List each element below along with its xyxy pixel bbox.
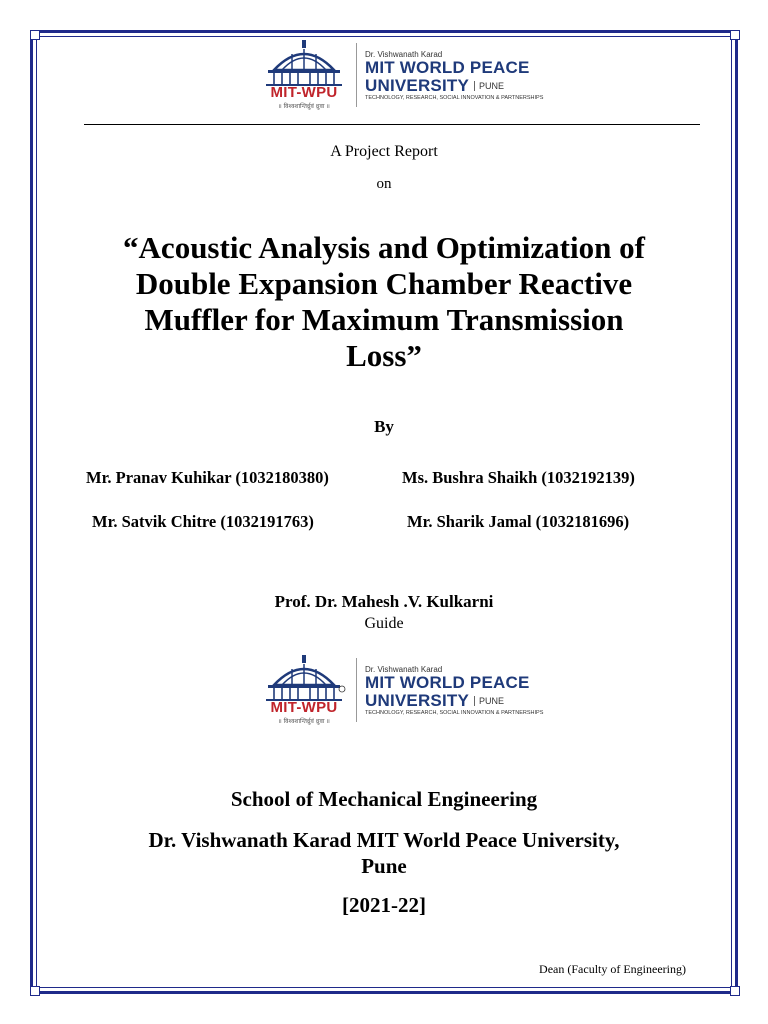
- mit-wpu-emblem: [258, 655, 350, 725]
- school-name: School of Mechanical Engineering: [230, 787, 538, 811]
- author-entry: Mr. Pranav Kuhikar (1032180380): [86, 468, 329, 487]
- emblem-motto: ॥ विश्वशान्तिर्ध्रुवं ध्रुवा ॥: [278, 103, 330, 110]
- university-name-line1: MIT WORLD PEACE: [365, 672, 530, 692]
- border-corner: [730, 986, 740, 996]
- report-on: on: [376, 176, 392, 192]
- logo-divider: [356, 658, 357, 722]
- university-name: [36, 827, 732, 879]
- founder-name: Dr. Vishwanath Karad: [365, 664, 443, 674]
- emblem-wordmark: MIT-WPU: [270, 699, 338, 716]
- by-label: By: [374, 417, 394, 436]
- guide-role: Guide: [364, 615, 404, 632]
- title-line: Double Expansion Chamber Reactive: [135, 266, 633, 301]
- title-line: Loss”: [346, 338, 422, 373]
- header-rule: [84, 124, 700, 125]
- emblem-motto: ॥ विश्वशान्तिर्ध्रुवं ध्रुवा ॥: [278, 718, 330, 725]
- university-name-line2: UNIVERSITY: [365, 75, 470, 95]
- report-title: [36, 230, 732, 374]
- university-logo-top: [258, 40, 543, 110]
- university-city: PUNE: [474, 81, 504, 91]
- university-city: PUNE: [474, 696, 504, 706]
- university-line: Pune: [361, 854, 407, 878]
- university-name-line2: UNIVERSITY: [365, 690, 470, 710]
- academic-year: [2021-22]: [342, 893, 426, 917]
- title-line: “Acoustic Analysis and Optimization of: [123, 230, 645, 265]
- university-wordmark: [365, 50, 543, 101]
- author-entry: Ms. Bushra Shaikh (1032192139): [402, 468, 635, 487]
- dome-icon: [262, 40, 346, 86]
- university-tagline: TECHNOLOGY, RESEARCH, SOCIAL INNOVATION & PARTNERSHIPS: [365, 94, 544, 101]
- guide-name: Prof. Dr. Mahesh .V. Kulkarni: [274, 592, 494, 611]
- university-name-line1: MIT WORLD PEACE: [365, 57, 530, 77]
- mit-wpu-emblem: [258, 40, 350, 110]
- university-logo-middle: [258, 655, 543, 725]
- dean-signature-label: Dean (Faculty of Engineering): [539, 962, 686, 976]
- report-kind: A Project Report: [330, 143, 438, 160]
- logo-divider: [356, 43, 357, 107]
- university-line: Dr. Vishwanath Karad MIT World Peace University,: [148, 828, 620, 852]
- university-wordmark: [365, 665, 543, 716]
- founder-name: Dr. Vishwanath Karad: [365, 49, 443, 59]
- emblem-wordmark: MIT-WPU: [270, 84, 338, 101]
- border-corner: [730, 30, 740, 40]
- university-tagline: TECHNOLOGY, RESEARCH, SOCIAL INNOVATION & PARTNERSHIPS: [365, 709, 544, 716]
- border-corner: [30, 30, 40, 40]
- border-corner: [30, 986, 40, 996]
- author-entry: Mr. Sharik Jamal (1032181696): [407, 512, 630, 531]
- dome-icon: [262, 655, 346, 701]
- author-entry: Mr. Satvik Chitre (1032191763): [92, 512, 314, 531]
- title-line: Muffler for Maximum Transmission: [144, 302, 624, 337]
